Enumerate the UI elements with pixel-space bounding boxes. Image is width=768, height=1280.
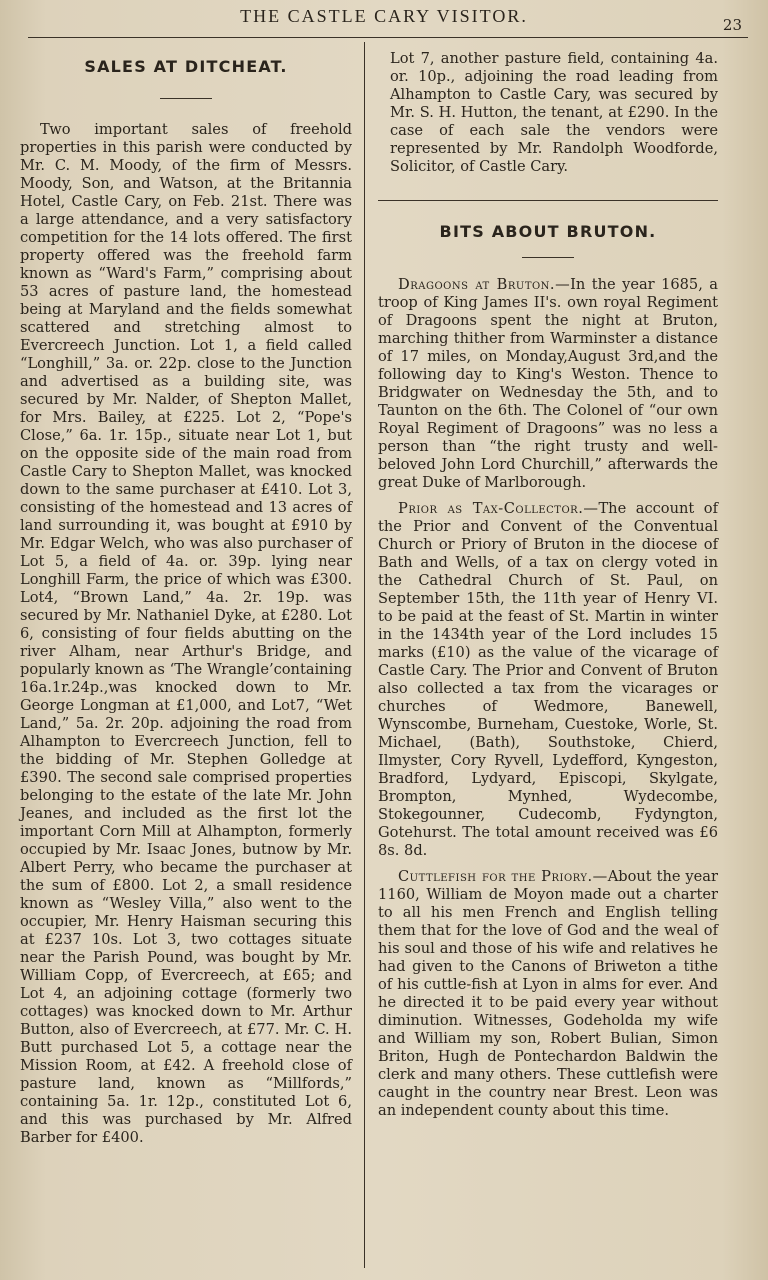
left-column [20, 50, 352, 1147]
paragraph-text: About the year 1160, William de Moyon made out a charter to all his men French and English telling them that for the love of God and the weal of his soul and those of his wife and relatives he had given to the Canons of Briweton a tithe of his cuttle-fish at Lyon in alms for ever. And he directed it to be paid every year without diminution. Witnesses, Godeholda my wife and William my son, Robert Bulian, Simon Briton, Hugh de Pontechardon Baldwin the clerk and many others. These cuttlefish were caught in the country near Brest. Leon was an independent county about this time. [378, 868, 718, 1119]
page-header [0, 0, 768, 38]
heading-rule-bruton [522, 257, 574, 258]
header-rule [28, 37, 748, 38]
section-rule [378, 200, 718, 201]
paragraph-lead: Dragoons at Bruton.— [398, 276, 571, 293]
page-number: 23 [722, 16, 742, 34]
article-continuation: Lot 7, another pasture field, containing 4a. or. 10p., adjoining the road leading from Alhampton to Castle Cary, was secured by Mr. S. H. Hutton, the tenant, at £290. In the case of each sale the vendors were represented by Mr. Randolph Woodforde, Solicitor, of Castle Cary. [390, 50, 718, 175]
column-divider [364, 42, 365, 1268]
paragraph-tax-collector [378, 500, 718, 860]
paragraph-lead: Cuttlefish for the Priory.— [398, 868, 608, 885]
paragraph-cuttlefish [378, 868, 718, 1120]
article-heading-sales: SALES AT DITCHEAT. [84, 57, 288, 76]
heading-rule [160, 98, 212, 99]
paragraph-lead: Prior as Tax-Collector.— [398, 500, 599, 517]
running-title: THE CASTLE CARY VISITOR. [240, 6, 528, 26]
paragraph-text: In the year 1685, a troop of King James II's. own royal Regiment of Dragoons spent the night at Bruton, marching thither from Warminster a distance of 17 miles, on Monday,August 3rd,and the following day to King's Weston. Thence to Bridgwater on Wednesday the 5th, and to Taunton on the 6th. The Colonel of “our own Royal Regiment of Dragoons” was no less a person than “the right trusty and well-beloved John Lord Churchill,” afterwards the great Duke of Marlborough. [378, 276, 718, 491]
paragraph-text: The account of the Prior and Convent of the Conventual Church or Priory of Bruton in the diocese of Bath and Wells, of a tax on clergy voted in the Cathedral Church of St. Paul, on September 15th, the 11th year of Henry VI. to be paid at the feast of St. Martin in winter in the 1434th year of the Lord includes 15 marks (£10) as the value of the vicarage of Castle Cary. The Prior and Convent of Bruton also collected a tax from the vicarages or churches of Wedmore, Banewell, Wynscombe, Burneham, Cuestoke, Worle, St. Michael, (Bath), Southstoke, Chierd, Ilmyster, Cory Ryvell, Lydefford, Kyngeston, Bradford, Lydyard, Episcopi, Skylgate, Brompton, Mynhed, Wydecombe, Stokegounner, Cudecomb, Fydyngton, Gotehurst. The total amount received was £6 8s. 8d. [378, 500, 718, 859]
paragraph-dragoons [378, 276, 718, 492]
right-column [378, 50, 718, 1120]
article-body-sales: Two important sales of freehold properties in this parish were conducted by Mr. C. M. Moody, of the firm of Messrs. Moody, Son, and Watson, at the Britannia Hotel, Castle Cary, on Feb. 21st. There was a large attendance, and a very satisfactory competition for the 14 lots offered. The first property offered was the freehold farm known as “Ward's Farm,” comprising about 53 acres of pasture land, the homestead being at Maryland and the fields somewhat scattered and stretching almost to Evercreech Junction. Lot 1, a field called “Longhill,” 3a. or. 22p. close to the Junction and advertised as a building site, was secured by Mr. Nalder, of Shepton Mallet, for Mrs. Bailey, at £225. Lot 2, “Pope's Close,” 6a. 1r. 15p., situate near Lot 1, but on the opposite side of the main road from Castle Cary to Shepton Mallet, was knocked down to the same purchaser at £410. Lot 3, consisting of the homestead and 13 acres of land surrounding it, was bought at £910 by Mr. Edgar Welch, who was also purchaser of Lot 5, a field of 4a. or. 39p. lying near Longhill Farm, the price of which was £300. Lot4, “Brown Land,” 4a. 2r. 19p. was secured by Mr. Nathaniel Dyke, at £280. Lot 6, consisting of four fields abutting on the river Alham, near Arthur's Bridge, and popularly known as ‘The Wrangle’containing 16a.1r.24p.,was knocked down to Mr. George Longman at £1,000, and Lot7, “Wet Land,” 5a. 2r. 20p. adjoining the road from Alhampton to Evercreech Junction, fell to the bidding of Mr. Stephen Golledge at £390. The second sale comprised properties belonging to the estate of the late Mr. John Jeanes, and included as the first lot the important Corn Mill at Alhampton, formerly occupied by Mr. Isaac Jones, butnow by Mr. Albert Perry, who became the purchaser at the sum of £800. Lot 2, a small residence known as “Wesley Villa,” also went to the occupier, Mr. Henry Haisman securing this at £237 10s. Lot 3, two cottages situate near the Parish Pound, was bought by Mr. William Copp, of Evercreech, at £65; and Lot 4, an adjoining cottage (formerly two cottages) was knocked down to Mr. Arthur Button, also of Evercreech, at £77. Mr. C. H. Butt purchased Lot 5, a cottage near the Mission Room, at £42. A freehold close of pasture land, known as “Millfords,” containing 5a. 1r. 12p., constituted Lot 6, and this was purchased by Mr. Alfred Barber for £400. [20, 121, 352, 1146]
article-heading-bruton: BITS ABOUT BRUTON. [439, 222, 657, 241]
